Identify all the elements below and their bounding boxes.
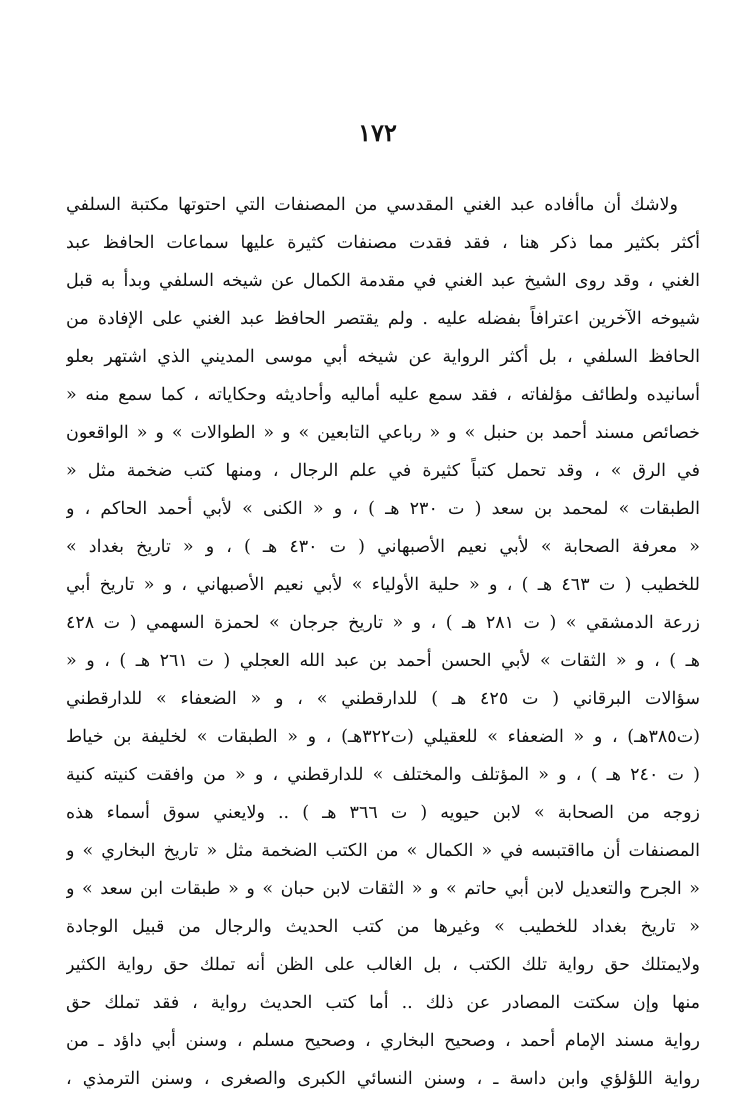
text-line: زوجه من الصحابة » لابن حيويه ( ت ٣٦٦ هـ ) .. ولايعني سوق أسماء هذه bbox=[66, 803, 700, 823]
text-line: شيوخه الآخرين اعترافاً بفضله عليه . ولم يقتصر الحافظ عبد الغني على الإفادة من bbox=[66, 309, 700, 329]
text-line: رواية اللؤلؤي وابن داسة ـ ، وسنن النسائي الكبرى والصغرى ، وسنن الترمذي ، bbox=[66, 1069, 700, 1089]
text-line: ولاشك أن ماأفاده عبد الغني المقدسي من المصنفات التي احتوتها مكتبة السلفي bbox=[66, 195, 678, 215]
text-line: « الجرح والتعديل لابن أبي حاتم » و « الثقات لابن حبان » و « طبقات ابن سعد » و bbox=[66, 879, 700, 899]
text-line: في الرق » ، وقد تحمل كتباً كثيرة في علم الرجال ، ومنها كتب ضخمة مثل « bbox=[66, 461, 700, 481]
text-line: ولايمتلك حق رواية تلك الكتب ، بل الغالب على الظن أنه تملك حق رواية الكثير bbox=[66, 955, 700, 975]
text-line: رواية مسند الإمام أحمد ، وصحيح البخاري ، وصحيح مسلم ، وسنن أبي داؤد ـ من bbox=[66, 1031, 700, 1051]
text-line: أكثر بكثير مما ذكر هنا ، فقد فقدت مصنفات كثيرة عليها سماعات الحافظ عبد bbox=[66, 233, 700, 253]
text-line: الطبقات » لمحمد بن سعد ( ت ٢٣٠ هـ ) ، و « الكنى » لأبي أحمد الحاكم ، و bbox=[66, 499, 700, 519]
text-line: ( ت ٢٤٠ هـ ) ، و « المؤتلف والمختلف » للدارقطني ، و « من وافقت كنيته كنية bbox=[66, 765, 700, 785]
text-line: زرعة الدمشقي » ( ت ٢٨١ هـ ) ، و « تاريخ جرجان » لحمزة السهمي ( ت ٤٢٨ bbox=[66, 613, 700, 633]
text-line: سؤالات البرقاني ( ت ٤٢٥ هـ ) للدارقطني » ، و « الضعفاء » للدارقطني bbox=[66, 689, 700, 709]
text-line: منها وإن سكتت المصادر عن ذلك .. أما كتب الحديث رواية ، فقد تملك حق bbox=[66, 993, 700, 1013]
text-line: أسانيده ولطائف مؤلفاته ، فقد سمع عليه أماليه وأحاديثه وحكاياته ، كما سمع منه « bbox=[66, 385, 700, 405]
text-line: (ت٣٨٥هـ) ، و « الضعفاء » للعقيلي (ت٣٢٢هـ) ، و « الطبقات » لخليفة بن خياط bbox=[66, 727, 700, 747]
text-line: « تاريخ بغداد للخطيب » وغيرها من كتب الحديث والرجال من قبيل الوجادة bbox=[66, 917, 700, 937]
text-line: « معرفة الصحابة » لأبي نعيم الأصبهاني ( ت ٤٣٠ هـ ) ، و « تاريخ بغداد » bbox=[66, 537, 700, 557]
body-text bbox=[66, 186, 700, 1098]
text-line: الحافظ السلفي ، بل أكثر الرواية عن شيخه أبي موسى المديني الذي اشتهر بعلو bbox=[66, 347, 700, 367]
text-line: المصنفات أن مااقتبسه في « الكمال » من الكتب الضخمة مثل « تاريخ البخاري » و bbox=[66, 841, 700, 861]
page-number: ١٧٢ bbox=[358, 118, 397, 147]
text-line: هـ ) ، و « الثقات » لأبي الحسن أحمد بن عبد الله العجلي ( ت ٢٦١ هـ ) ، و « bbox=[66, 651, 700, 671]
text-line: خصائص مسند أحمد بن حنبل » و « رباعي التابعين » و « الطوالات » و « الواقعون bbox=[66, 423, 700, 443]
text-line: للخطيب ( ت ٤٦٣ هـ ) ، و « حلية الأولياء » لأبي نعيم الأصبهاني ، و « تاريخ أبي bbox=[66, 575, 700, 595]
text-line: الغني ، وقد روى الشيخ عبد الغني في مقدمة الكمال عن شيخه السلفي وبدأ به قبل bbox=[66, 271, 700, 291]
